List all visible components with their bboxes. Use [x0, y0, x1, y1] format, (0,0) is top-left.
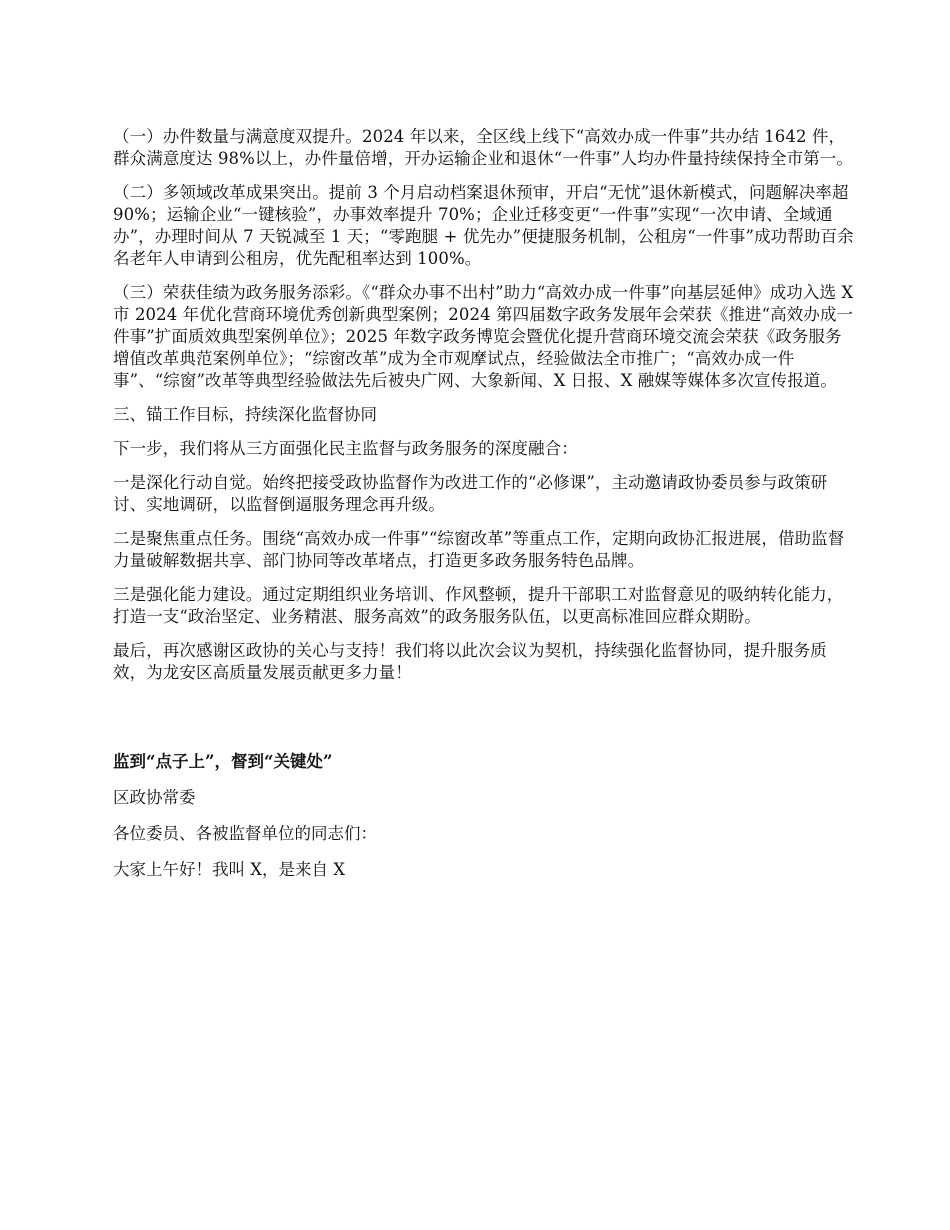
paragraph-work-volume: （一）办件数量与满意度双提升。2024 年以来，全区线上线下“高效办成一件事”共办结 1642 件，群众满意度达 98%以上，办件量倍增，开办运输企业和退休“一件事”人均办件量持续保持全市第一。 [113, 127, 853, 168]
paragraph-point-three: 三是强化能力建设。通过定期组织业务培训、作风整顿，提升干部职工对监督意见的吸纳转化能力，打造一支“政治坚定、业务精湛、服务高效”的政务服务队伍，以更高标准回应群众期盼。 [113, 585, 844, 626]
paragraph-next-steps: 下一步，我们将从三方面强化民主监督与政务服务的深度融合： [113, 439, 578, 458]
speech-opening: 大家上午好！我叫 X，是来自 X [113, 860, 345, 879]
paragraph-point-one: 一是深化行动自觉。始终把接受政协监督作为改进工作的“必修课”，主动邀请政协委员参与政策研讨、实地调研，以监督倒逼服务理念再升级。 [113, 473, 828, 514]
speaker-org: 区政协常委 [113, 788, 196, 807]
paragraph-closing: 最后，再次感谢区政协的关心与支持！我们将以此次会议为契机，持续强化监督协同，提升服务质效，为龙安区高质量发展贡献更多力量！ [113, 641, 827, 682]
paragraph-point-two: 二是聚焦重点任务。围绕“高效办成一件事”“综窗改革”等重点工作，定期向政协汇报进展，借助监督力量破解数据共享、部门协同等改革堵点，打造更多政务服务特色品牌。 [113, 529, 845, 570]
document-body [113, 126, 858, 895]
speech-title: 监到“点子上”，督到“关键处” [113, 752, 333, 771]
paragraph-reform-results: （二）多领域改革成果突出。提前 3 个月启动档案退休预审，开启“无忧”退休新模式，问题解决率超 90%；运输企业“一键核验”，办事效率提升 70%；企业迁移变更“一件事”实现“一次申请、全域通办”，办理时间从 7 天锐减至 1 天；“零跑腿 + 优先办”便捷服务机制，公租房“一件事”成功帮助百余名老年人申请到公租房，优先配租率达到 100%。 [113, 183, 854, 268]
speech-greeting: 各位委员、各被监督单位的同志们： [113, 824, 377, 843]
section-spacer [113, 696, 858, 751]
section-heading: 三、锚工作目标，持续深化监督协同 [113, 405, 377, 424]
paragraph-honors: （三）荣获佳绩为政务服务添彩。《“群众办事不出村”助力“高效办成一件事”向基层延伸》成功入选 X 市 2024 年优化营商环境优秀创新典型案例；2024 第四届数字政务发展年会荣获《推进“高效办成一件事”扩面质效典型案例单位》；2025 年数字政务博览会暨优化提升营商环境交流会荣获《政务服务增值改革典范案例单位》；“综窗改革”成为全市观摩试点，经验做法全市推广；“高效办成一件事”、“综窗”改革等典型经验做法先后被央广网、大象新闻、X 日报、X 融媒等媒体多次宣传报道。 [113, 283, 854, 390]
